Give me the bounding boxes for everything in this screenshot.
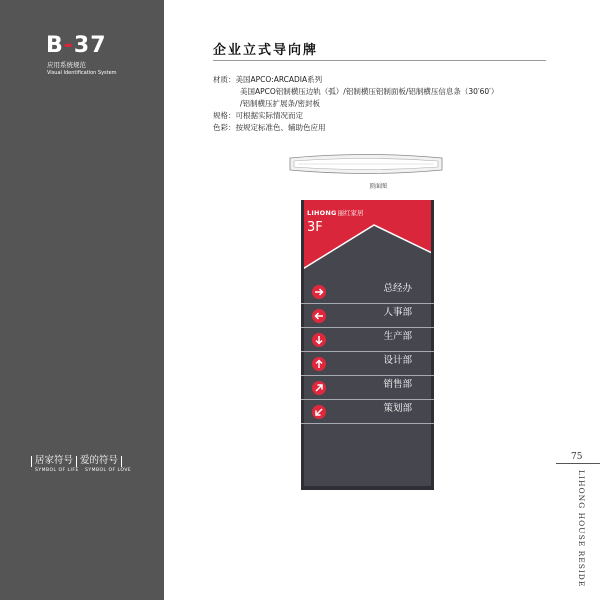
vertical-brand: [574, 470, 588, 600]
category-cn: 应用系统规范: [47, 61, 86, 69]
page-code: [46, 34, 107, 58]
directional-sign: [301, 200, 434, 490]
spec-size: 规格：可根据实际情况而定: [213, 111, 303, 120]
spec-material-2: 美国APCO铝制横压边轨（弧）/铝制横压铝制面板/铝制横压信息条（30′60′）: [240, 87, 499, 96]
code-dash: -: [63, 33, 74, 58]
direction-label: 人事部: [383, 307, 412, 318]
sign-brand: [307, 209, 364, 217]
direction-row-3: [301, 328, 434, 352]
direction-label: 策划部: [383, 403, 412, 414]
brand-en: LIHONG: [307, 209, 337, 217]
code-number: 37: [73, 33, 107, 58]
slogan-part1: 居家符号: [35, 455, 74, 466]
spec-material-3: /铝制横压扩展条/密封板: [240, 99, 321, 108]
sidebar: [0, 0, 164, 600]
slogan-divider: [121, 456, 122, 467]
row-divider: [301, 423, 434, 424]
slogan-part1-en: SYMBOL OF LIFE: [35, 468, 79, 473]
slogan-part2: 爱的符号: [80, 455, 119, 466]
arrow-left-icon: [312, 309, 326, 323]
slogan: [31, 455, 131, 474]
top-view-label: 顶面图: [369, 183, 388, 190]
direction-label: 生产部: [383, 331, 412, 342]
top-view-drawing: [286, 153, 446, 175]
slogan-part2-en: SYMBOL OF LOVE: [85, 468, 132, 473]
arrow-down-icon: [312, 333, 326, 347]
page-title: 企业立式导向牌: [213, 43, 319, 58]
direction-row-4: [301, 352, 434, 376]
slogan-divider: [76, 456, 77, 467]
direction-label: 设计部: [383, 355, 412, 366]
direction-label: 销售部: [383, 379, 412, 390]
vertical-brand-text: LIHONG HOUSE RESIDE: [577, 470, 586, 588]
arrow-right-icon: [312, 285, 326, 299]
floor-label: 3F: [307, 220, 323, 235]
slogan-divider: [31, 456, 32, 467]
spec-material-1: 材质：美国APCO:ARCADIA系列: [213, 75, 323, 84]
arrow-down-left-icon: [312, 405, 326, 419]
arrow-up-icon: [312, 357, 326, 371]
direction-row-5: [301, 376, 434, 400]
title-divider: [213, 60, 546, 61]
arrow-up-right-icon: [312, 381, 326, 395]
direction-row-1: [301, 280, 434, 304]
spec-color: 色彩：按规定标准色、辅助色应用: [213, 123, 326, 132]
direction-row-6: [301, 400, 434, 424]
brand-cn: 丽红家居: [337, 209, 364, 217]
category-en: Visual Identification System: [47, 70, 117, 76]
page-number-rule: [556, 463, 600, 464]
code-prefix: B: [46, 33, 64, 58]
direction-row-2: [301, 304, 434, 328]
page-number: 75: [571, 452, 583, 462]
direction-label: 总经办: [383, 283, 412, 294]
